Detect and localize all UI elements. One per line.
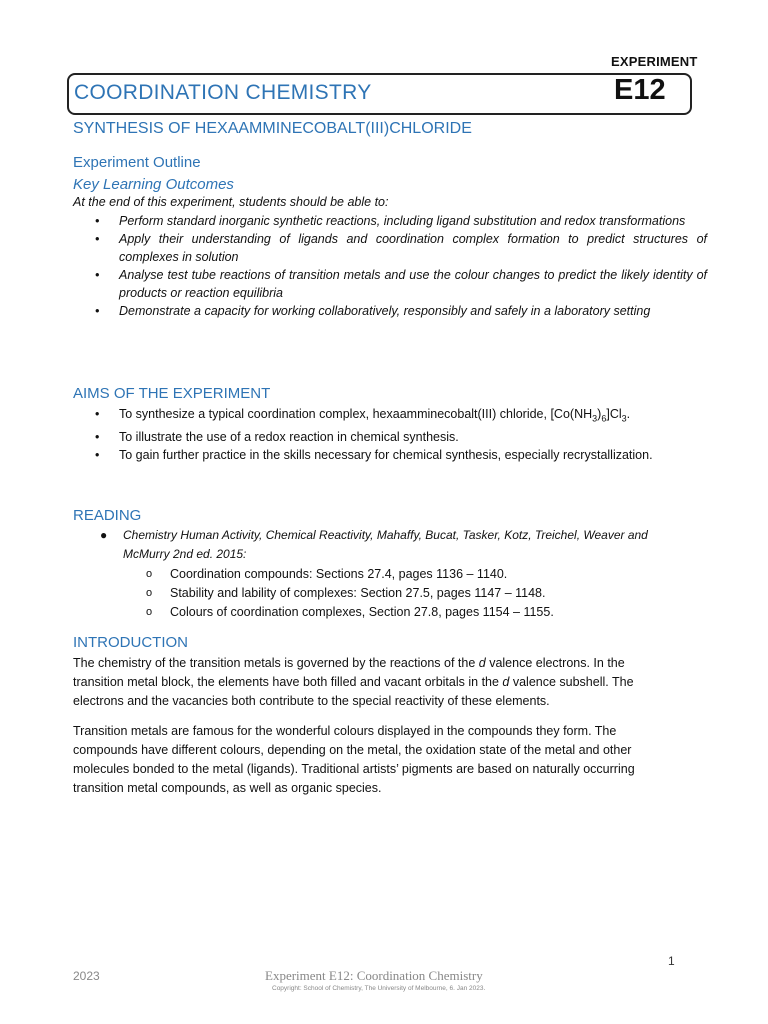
aims-heading: AIMS OF THE EXPERIMENT (73, 385, 271, 402)
list-item: o Stability and lability of complexes: Section 27.5, pages 1147 – 1148. (146, 584, 554, 603)
list-item: • Demonstrate a capacity for working collaboratively, responsibly and safely in a laboratory setting (73, 302, 707, 320)
list-item: • Perform standard inorganic synthetic reactions, including ligand substitution and redox transformations (73, 212, 707, 230)
list-item: • To gain further practice in the skills necessary for chemical synthesis, especially recrystallization. (73, 446, 707, 464)
learning-outcomes-list (73, 212, 707, 320)
footer-year: 2023 (73, 969, 100, 983)
page-title: COORDINATION CHEMISTRY (74, 81, 372, 104)
reading-heading: READING (73, 507, 142, 524)
list-item: • Analyse test tube reactions of transition metals and use the colour changes to predict the likely identity of products or reaction equilibria (73, 266, 707, 302)
footer-title: Experiment E12: Coordination Chemistry (265, 968, 483, 983)
outcomes-intro: At the end of this experiment, students should be able to: (73, 195, 389, 209)
reading-list (146, 565, 554, 622)
intro-paragraph-1: The chemistry of the transition metals is governed by the reactions of the d valence electrons. In the transition metal block, the elements have both filled and vacant orbitals in the d valence subshell. The electrons and the vacancies both contribute to the special reactivity of these elements. (73, 656, 634, 708)
list-item: • To illustrate the use of a redox reaction in chemical synthesis. (73, 428, 707, 446)
reading-book (100, 526, 670, 564)
experiment-code: E12 (614, 74, 666, 106)
outline-heading: Experiment Outline (73, 154, 201, 171)
experiment-label: EXPERIMENT (611, 54, 698, 69)
list-item: • To synthesize a typical coordination complex, hexaamminecobalt(III) chloride, $[Co(NH_3)_6]Cl_3$. (73, 405, 707, 428)
introduction-heading: INTRODUCTION (73, 634, 188, 651)
footer-copyright: Copyright: School of Chemistry, The University of Melbourne, 6. Jan 2023. (272, 985, 486, 992)
page-subtitle: SYNTHESIS OF HEXAAMMINECOBALT(III)CHLORIDE (73, 120, 472, 137)
intro-paragraph-2: Transition metals are famous for the wonderful colours displayed in the compounds they form. The compounds have different colours, depending on the metal, the oxidation state of the metal and other molecules bonded to the metal (ligands). Traditional artists’ pigments are based on naturally occurring transition metal compounds, as well as organic species. (73, 724, 635, 795)
learning-outcomes-heading: Key Learning Outcomes (73, 176, 234, 193)
aims-list (73, 405, 707, 464)
page-number: 1 (668, 954, 675, 968)
bullet-icon: ● (100, 528, 108, 542)
list-item: o Coordination compounds: Sections 27.4, pages 1136 – 1140. (146, 565, 554, 584)
list-item: o Colours of coordination complexes, Section 27.8, pages 1154 – 1155. (146, 603, 554, 622)
reading-book-text: Chemistry Human Activity, Chemical Reactivity, Mahaffy, Bucat, Tasker, Kotz, Treichel, Weaver and McMurry 2nd ed. 2015: (123, 528, 648, 561)
list-item: • Apply their understanding of ligands and coordination complex formation to predict structures of complexes in solution (73, 230, 707, 266)
